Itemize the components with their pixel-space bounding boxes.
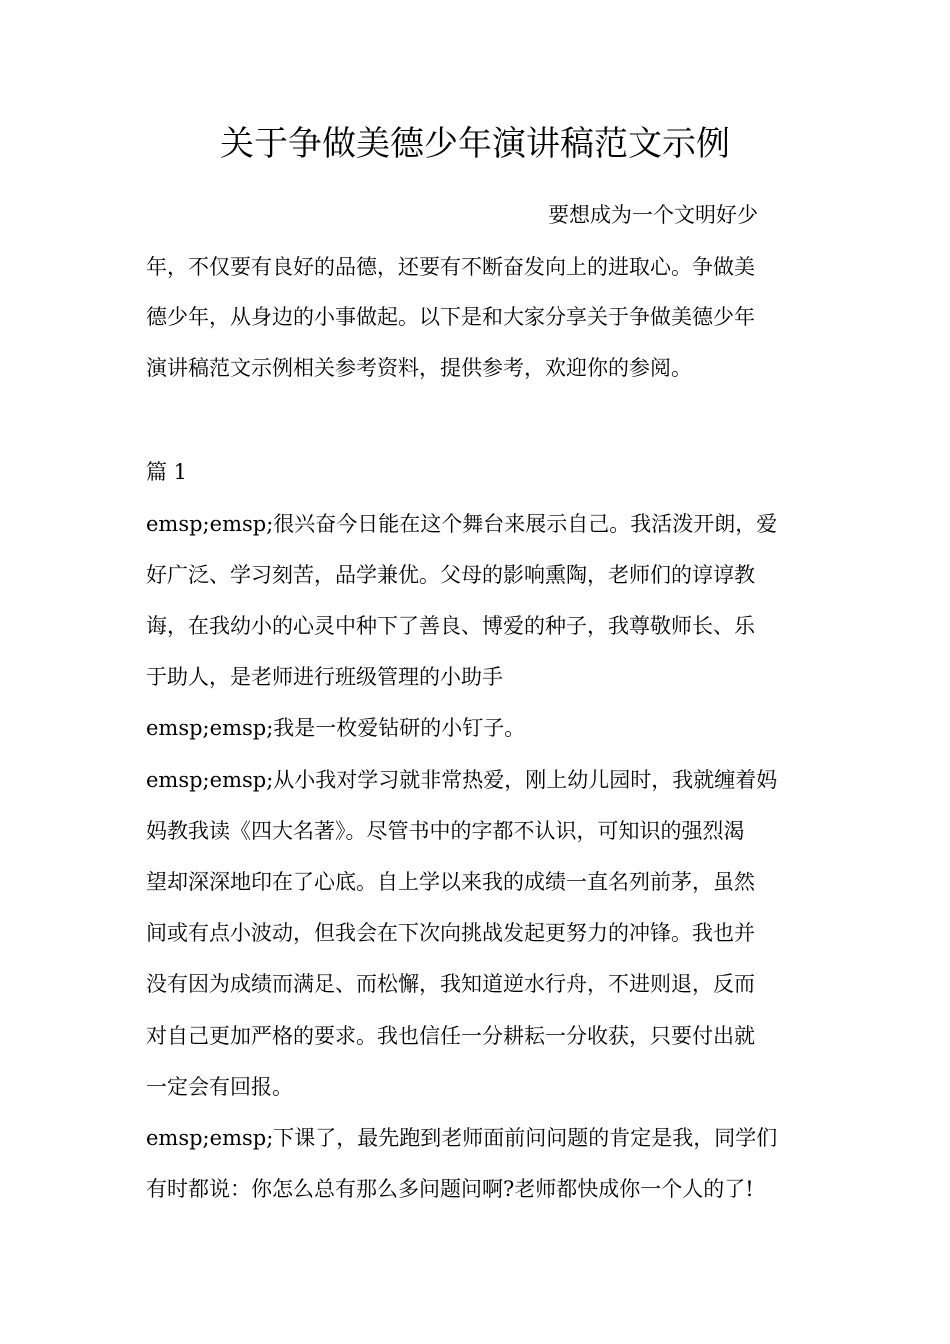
body-line: emsp;emsp;下课了，最先跑到老师面前问问题的肯定是我，同学们: [146, 1126, 778, 1150]
intro-line: 要想成为一个文明好少: [548, 203, 758, 227]
body-line: 好广泛、学习刻苦，品学兼优。父母的影响熏陶，老师们的谆谆教: [146, 563, 755, 587]
intro-line: 年，不仅要有良好的品德，还要有不断奋发向上的进取心。争做美: [146, 255, 755, 279]
document-title: 关于争做美德少年演讲稿范文示例: [220, 124, 730, 164]
body-line: 一定会有回报。: [146, 1075, 293, 1099]
body-line: 没有因为成绩而满足、而松懈，我知道逆水行舟，不进则退，反而: [146, 972, 755, 996]
body-line: emsp;emsp;从小我对学习就非常热爱，刚上幼儿园时，我就缠着妈: [146, 768, 778, 792]
body-line: 诲，在我幼小的心灵中种下了善良、博爱的种子，我尊敬师长、乐: [146, 614, 755, 638]
body-line: 有时都说：你怎么总有那么多问题问啊?老师都快成你一个人的了!: [146, 1177, 754, 1201]
body-line: emsp;emsp;很兴奋今日能在这个舞台来展示自己。我活泼开朗，爱: [146, 512, 778, 536]
body-line: 于助人，是老师进行班级管理的小助手: [146, 665, 503, 689]
intro-line: 德少年，从身边的小事做起。以下是和大家分享关于争做美德少年: [146, 305, 755, 329]
section-heading: 篇 1: [146, 460, 188, 484]
intro-line: 演讲稿范文示例相关参考资料，提供参考，欢迎你的参阅。: [146, 356, 692, 380]
body-line: emsp;emsp;我是一枚爱钻研的小钉子。: [146, 716, 526, 740]
body-line: 对自己更加严格的要求。我也信任一分耕耘一分收获，只要付出就: [146, 1024, 755, 1048]
body-line: 妈教我读《四大名著》。尽管书中的字都不认识，可知识的强烈渴: [146, 819, 745, 843]
body-line: 望却深深地印在了心底。自上学以来我的成绩一直名列前茅，虽然: [146, 870, 755, 894]
body-line: 间或有点小波动，但我会在下次向挑战发起更努力的冲锋。我也并: [146, 921, 755, 945]
